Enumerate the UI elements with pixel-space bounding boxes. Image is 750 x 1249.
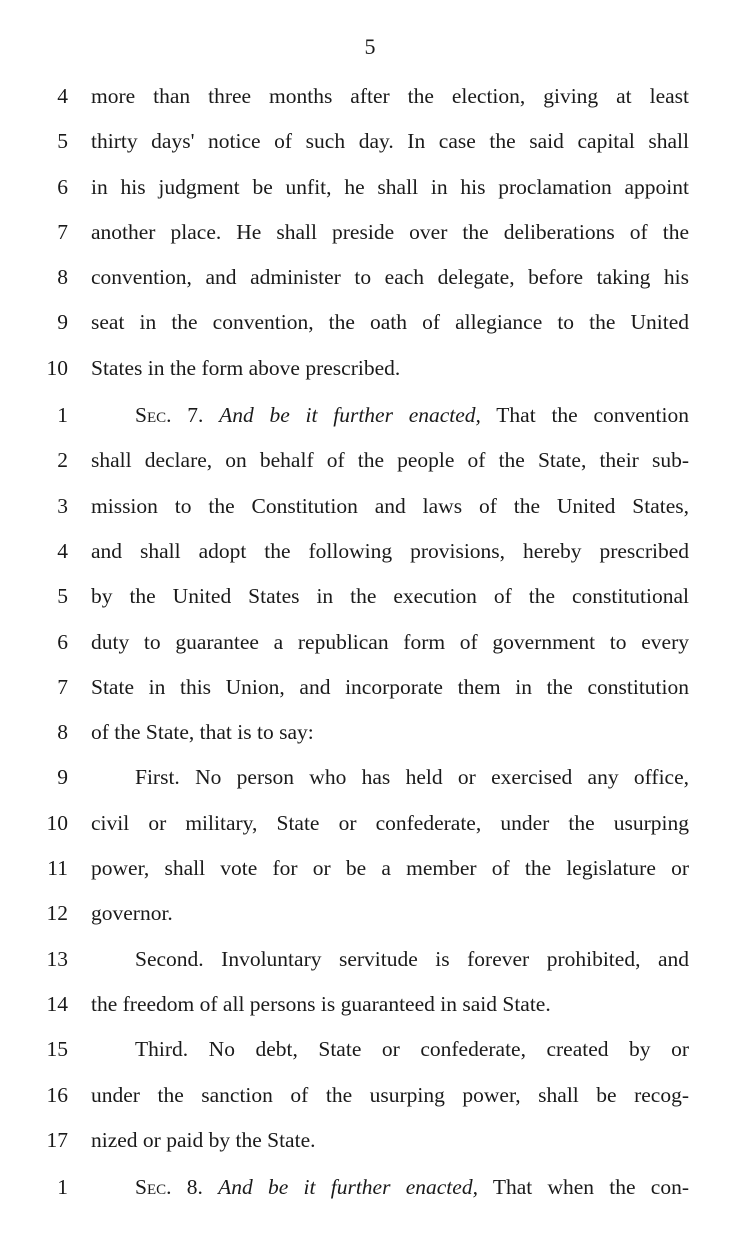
text-line — [0, 395, 750, 440]
line-body: shall declare, on behalf of the people of the State, their sub- — [91, 448, 689, 473]
line-text — [91, 121, 689, 161]
line-body: States in the form above prescribed. — [91, 355, 401, 380]
line-text — [91, 440, 689, 480]
line-text — [91, 1029, 689, 1069]
line-text — [91, 848, 689, 888]
line-number: 7 — [57, 674, 68, 699]
line-number: 4 — [57, 538, 68, 563]
text-line — [0, 1120, 750, 1165]
line-text — [91, 667, 689, 707]
line-number: 6 — [57, 629, 68, 654]
line-number: 7 — [57, 219, 68, 244]
line-number: 8 — [57, 720, 68, 745]
line-number: 14 — [46, 991, 68, 1016]
text-line — [0, 531, 750, 576]
line-body: thirty days' notice of such day. In case the said capital shall — [91, 129, 689, 154]
text-line — [0, 893, 750, 938]
text-line — [0, 348, 750, 393]
enacting-clause: And be it further enacted, — [219, 403, 481, 428]
line-text — [91, 939, 689, 979]
line-body: by the United States in the execution of the constitutional — [91, 584, 689, 609]
text-line — [0, 667, 750, 712]
line-number: 5 — [57, 129, 68, 154]
line-text — [91, 395, 689, 435]
line-number: 11 — [47, 856, 68, 881]
text-line — [0, 984, 750, 1029]
line-body: power, shall vote for or be a member of the legislature or — [91, 856, 689, 881]
line-body: the freedom of all persons is guaranteed in said State. — [91, 991, 551, 1016]
text-line — [0, 212, 750, 257]
line-number: 16 — [46, 1082, 68, 1107]
line-number: 9 — [57, 765, 68, 790]
line-body: and shall adopt the following provisions, hereby prescribed — [91, 538, 689, 563]
line-number: 8 — [57, 265, 68, 290]
line-number: 6 — [57, 174, 68, 199]
line-text — [91, 712, 689, 752]
line-text — [91, 1075, 689, 1115]
enacting-clause: And be it further enacted, — [218, 1175, 478, 1200]
line-body: Third. No debt, State or confederate, created by or — [135, 1037, 689, 1062]
line-body: under the sanction of the usurping power, shall be recog- — [91, 1082, 689, 1107]
line-number: 10 — [46, 810, 68, 835]
text-line — [0, 939, 750, 984]
line-number: 1 — [57, 403, 68, 428]
line-body: State in this Union, and incorporate them in the constitution — [91, 674, 689, 699]
line-body: governor. — [91, 901, 173, 926]
line-text — [91, 1167, 689, 1207]
line-text — [91, 167, 689, 207]
line-body: First. No person who has held or exercised any office, — [135, 765, 689, 790]
line-body: duty to guarantee a republican form of government to every — [91, 629, 689, 654]
line-text — [91, 302, 689, 342]
line-body: That the convention — [496, 403, 689, 428]
line-number: 4 — [57, 84, 68, 108]
text-line — [0, 76, 750, 121]
line-body: more than three months after the election, giving at least — [91, 84, 689, 108]
line-text — [91, 893, 689, 933]
section-heading: Sec. 7. — [135, 403, 204, 428]
line-text — [91, 803, 689, 843]
line-text — [91, 257, 689, 297]
line-number: 1 — [57, 1175, 68, 1200]
line-text — [91, 757, 689, 797]
text-line — [0, 440, 750, 485]
line-text — [91, 622, 689, 662]
text-line — [0, 848, 750, 893]
line-body: convention, and administer to each delegate, before taking his — [91, 265, 689, 290]
line-body: of the State, that is to say: — [91, 720, 314, 745]
line-text — [91, 576, 689, 616]
text-line — [0, 167, 750, 212]
text-body — [0, 76, 750, 1212]
line-number: 3 — [57, 493, 68, 518]
line-text — [91, 348, 689, 388]
text-line — [0, 1075, 750, 1120]
text-line — [0, 1167, 750, 1212]
line-number: 2 — [57, 448, 68, 473]
line-text — [91, 984, 689, 1024]
text-line — [0, 576, 750, 621]
text-line — [0, 1029, 750, 1074]
text-line — [0, 121, 750, 166]
line-body: Second. Involuntary servitude is forever prohibited, and — [135, 946, 689, 971]
line-body: nized or paid by the State. — [91, 1127, 316, 1152]
line-body: mission to the Constitution and laws of the United States, — [91, 493, 689, 518]
text-line — [0, 622, 750, 667]
text-line — [0, 712, 750, 757]
text-line — [0, 302, 750, 347]
line-text — [91, 1120, 689, 1160]
line-body: another place. He shall preside over the deliberations of the — [91, 219, 689, 244]
line-text — [91, 212, 689, 252]
text-line — [0, 486, 750, 531]
line-number: 17 — [46, 1127, 68, 1152]
line-body: seat in the convention, the oath of allegiance to the United — [91, 310, 689, 335]
page-number: 5 — [364, 34, 376, 59]
line-number: 9 — [57, 310, 68, 335]
line-text — [91, 486, 689, 526]
line-number: 15 — [46, 1037, 68, 1062]
line-body: in his judgment be unfit, he shall in his proclamation appoint — [91, 174, 689, 199]
line-number: 5 — [57, 584, 68, 609]
section-heading: Sec. 8. — [135, 1175, 203, 1200]
line-number: 10 — [46, 355, 68, 380]
line-text — [91, 76, 689, 116]
line-body: That when the con- — [492, 1175, 690, 1200]
line-number: 12 — [46, 901, 68, 926]
text-line — [0, 803, 750, 848]
text-line — [0, 757, 750, 802]
text-line — [0, 257, 750, 302]
line-number: 13 — [46, 946, 68, 971]
line-body: civil or military, State or confederate, under the usurping — [91, 810, 689, 835]
line-text — [91, 531, 689, 571]
